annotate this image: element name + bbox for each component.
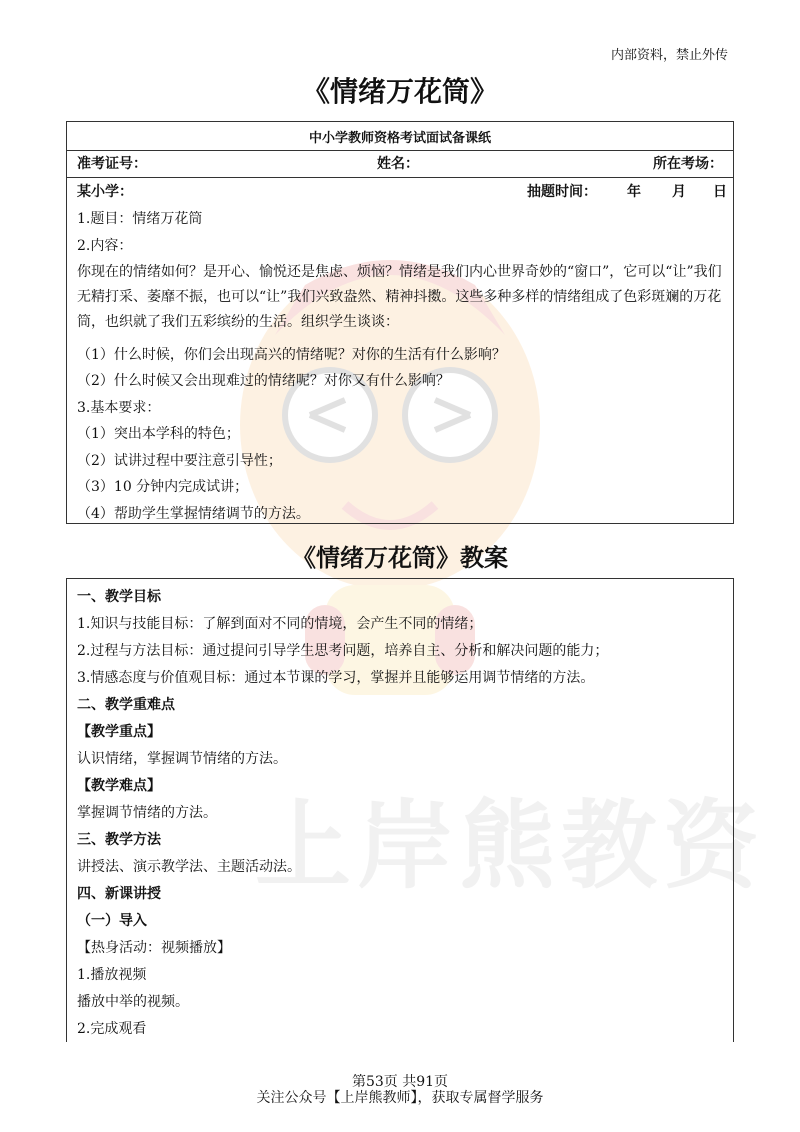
month-label: 月 — [672, 184, 686, 200]
sheet-header: 中小学教师资格考试面试备课纸 — [308, 131, 491, 146]
venue-label: 所在考场： — [653, 156, 723, 172]
requirement-2: （2）试讲过程中要注意引导性； — [77, 453, 282, 469]
objective-2: 2.过程与方法目标：通过提问引导学生思考问题，培养自主、分析和解决问题的能力； — [77, 643, 609, 659]
day-label: 日 — [713, 184, 727, 200]
difficulty-text: 掌握调节情绪的方法。 — [77, 805, 217, 821]
content-label: 2.内容： — [77, 238, 133, 254]
content-paragraph: 你现在的情绪如何？是开心、愉悦还是焦虑、烦恼？情绪是我们内心世界奇妙的“窗口”，它可以“让”我们无精打采、萎靡不振，也可以“让”我们兴致盎然、精神抖擞。这些多种多样的情绪组成了色彩斑斓的万花筒，也织就了我们五彩缤纷的生活。组织学生谈谈： — [77, 264, 722, 330]
section-methods: 三、教学方法 — [77, 832, 161, 848]
question-2: （2）什么时候又会出现难过的情绪呢？对你又有什么影响？ — [77, 373, 450, 389]
question-1: （1）什么时候，你们会出现高兴的情绪呢？对你的生活有什么影响？ — [77, 347, 506, 363]
confidential-note: 内部资料，禁止外传 — [610, 48, 728, 63]
section-objectives: 一、教学目标 — [77, 589, 161, 605]
key-point-label: 【教学重点】 — [77, 724, 161, 740]
requirement-1: （1）突出本学科的特色； — [77, 426, 240, 442]
step-2: 2.完成观看 — [77, 1021, 147, 1037]
requirements-label: 3.基本要求： — [77, 400, 161, 416]
step-1-text: 播放中举的视频。 — [77, 994, 189, 1010]
difficulty-label: 【教学难点】 — [77, 778, 161, 794]
page-number: 第53页 共91页 — [351, 1074, 449, 1090]
topic-line: 1.题目：情绪万花筒 — [77, 211, 203, 227]
school-label: 某小学： — [77, 184, 133, 200]
objective-3: 3.情感态度与价值观目标：通过本节课的学习，掌握并且能够运用调节情绪的方法。 — [77, 670, 595, 686]
requirement-3: （3）10 分钟内完成试讲； — [77, 479, 249, 495]
methods-text: 讲授法、演示教学法、主题活动法。 — [77, 859, 301, 875]
exam-id-label: 准考证号： — [77, 156, 147, 172]
draw-time-label: 抽题时间： — [527, 184, 597, 200]
warmup-label: 【热身活动：视频播放】 — [77, 940, 231, 956]
page-title: 《情绪万花筒》 — [301, 75, 498, 108]
year-label: 年 — [627, 184, 641, 200]
name-label: 姓名： — [377, 156, 419, 172]
objective-1: 1.知识与技能目标：了解到面对不同的情境，会产生不同的情绪； — [77, 616, 483, 632]
key-point-text: 认识情绪，掌握调节情绪的方法。 — [77, 751, 287, 767]
prep-sheet — [66, 121, 734, 524]
section-key-points: 二、教学重难点 — [77, 697, 175, 713]
subsection-intro: （一）导入 — [77, 913, 147, 929]
lesson-plan — [66, 578, 734, 1042]
brand-watermark: 上岸熊教资 — [255, 790, 765, 902]
promo-footer: 关注公众号【上岸熊教师】，获取专属督学服务 — [256, 1090, 544, 1106]
requirement-4: （4）帮助学生掌握情绪调节的方法。 — [77, 506, 310, 522]
lesson-plan-title: 《情绪万花筒》教案 — [292, 544, 508, 572]
section-new-lesson: 四、新课讲授 — [77, 886, 161, 902]
step-1: 1.播放视频 — [77, 967, 147, 983]
